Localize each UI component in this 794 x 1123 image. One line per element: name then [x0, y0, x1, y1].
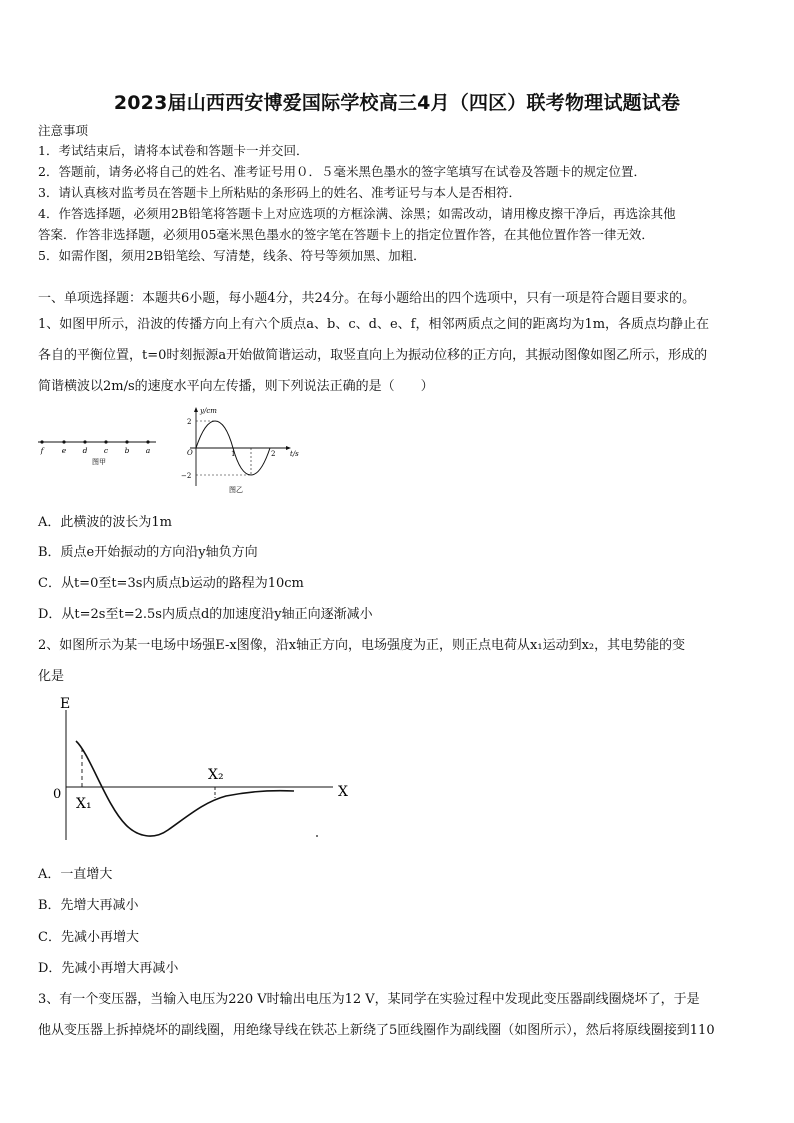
axis-label-e: E: [60, 696, 71, 712]
x2-label: X₂: [208, 767, 224, 783]
particle-label: a: [145, 446, 151, 455]
question-3-text: 3、有一个变压器，当输入电压为220 V时输出电压为12 V，某同学在实验过程中发现此变压器副线圈烧坏了，于是: [38, 992, 700, 1007]
particle-label: f: [40, 446, 44, 455]
notice-heading: 注意事项: [38, 123, 89, 138]
tick-label-y-neg: −2: [181, 472, 192, 480]
tick-label-t2: 2: [271, 450, 276, 458]
question-1-text: 1、如图甲所示，沿波的传播方向上有六个质点a、b、c、d、e、f，相邻两质点之间的距离均为1m，各质点均静止在: [38, 317, 710, 332]
option-c: C．从t=0至t=3s内质点b运动的路程为10cm: [38, 576, 304, 591]
particle-label: b: [124, 446, 130, 455]
page-title: 2023届山西西安博爱国际学校高三4月（四区）联考物理试题试卷: [113, 92, 681, 114]
origin-label: 0: [53, 787, 62, 802]
origin-label: O: [187, 449, 193, 457]
tick-label-y-pos: 2: [187, 418, 192, 426]
particle-label: d: [82, 446, 88, 455]
option-d: D．从t=2s至t=2.5s内质点d的加速度沿y轴正向逐渐减小: [38, 607, 373, 622]
x1-label: X₁: [76, 796, 92, 812]
figure-caption: 图乙: [229, 486, 243, 494]
option-a: A．此横波的波长为1m: [38, 515, 172, 530]
figure-1b-vibration-graph: [178, 404, 304, 496]
axis-label-y: y/cm: [200, 407, 217, 415]
particle-label: c: [103, 446, 109, 455]
option-c: C．先减小再增大: [38, 930, 139, 945]
option-a: A．一直增大: [38, 867, 113, 882]
question-2-text: 化是: [38, 669, 65, 684]
question-1-text: 简谐横波以2m/s的速度水平向左传播，则下列说法正确的是（ ）: [38, 379, 434, 394]
notice-item: 5．如需作图，须用2B铅笔绘、写清楚，线条、符号等须加黑、加粗．: [38, 248, 426, 263]
question-3-text: 他从变压器上拆掉烧坏的副线圈，用绝缘导线在铁芯上新绕了5匝线圈作为副线圈（如图所示），然后将原线圈接到110: [38, 1023, 715, 1038]
notice-item: 2．答题前，请务必将自己的姓名、准考证号用０．５毫米黑色墨水的签字笔填写在试卷及答题卡的规定位置．: [38, 164, 646, 179]
axis-label-x: X: [338, 784, 348, 800]
option-b: B．质点e开始振动的方向沿y轴负方向: [38, 545, 258, 560]
notice-item: 4．作答选择题，必须用2B铅笔将答题卡上对应选项的方框涂满、涂黑；如需改动，请用橡皮擦干净后，再选涂其他: [38, 206, 676, 221]
question-1-text: 各自的平衡位置，t=0时刻振源a开始做简谐运动，取竖直向上为振动位移的正方向，其振动图像如图乙所示，形成的: [38, 348, 708, 363]
tick-label-t1: 1: [231, 450, 236, 458]
figure-1a-particles: [36, 430, 166, 470]
figure-2-field-graph: [46, 690, 366, 850]
axis-label-x: t/s: [290, 450, 299, 458]
section-heading: 一、单项选择题：本题共6小题，每小题4分，共24分。在每小题给出的四个选项中，只有一项是符合题目要求的。: [38, 291, 696, 306]
figure-caption: 图甲: [92, 458, 106, 466]
notice-item: 答案．作答非选择题，必须用05毫米黑色墨水的签字笔在答题卡上的指定位置作答，在其他位置作答一律无效．: [38, 227, 654, 242]
particle-label: e: [61, 446, 67, 455]
notice-item: 1．考试结束后，请将本试卷和答题卡一并交回．: [38, 143, 309, 158]
option-b: B．先增大再减小: [38, 898, 139, 913]
notice-item: 3．请认真核对监考员在答题卡上所粘贴的条形码上的姓名、准考证号与本人是否相符．: [38, 185, 521, 200]
question-2-text: 2、如图所示为某一电场中场强E-x图像，沿x轴正方向，电场强度为正，则正点电荷从x₁运动到x₂，其电势能的变: [38, 638, 686, 653]
option-d: D．先减小再增大再减小: [38, 961, 179, 976]
